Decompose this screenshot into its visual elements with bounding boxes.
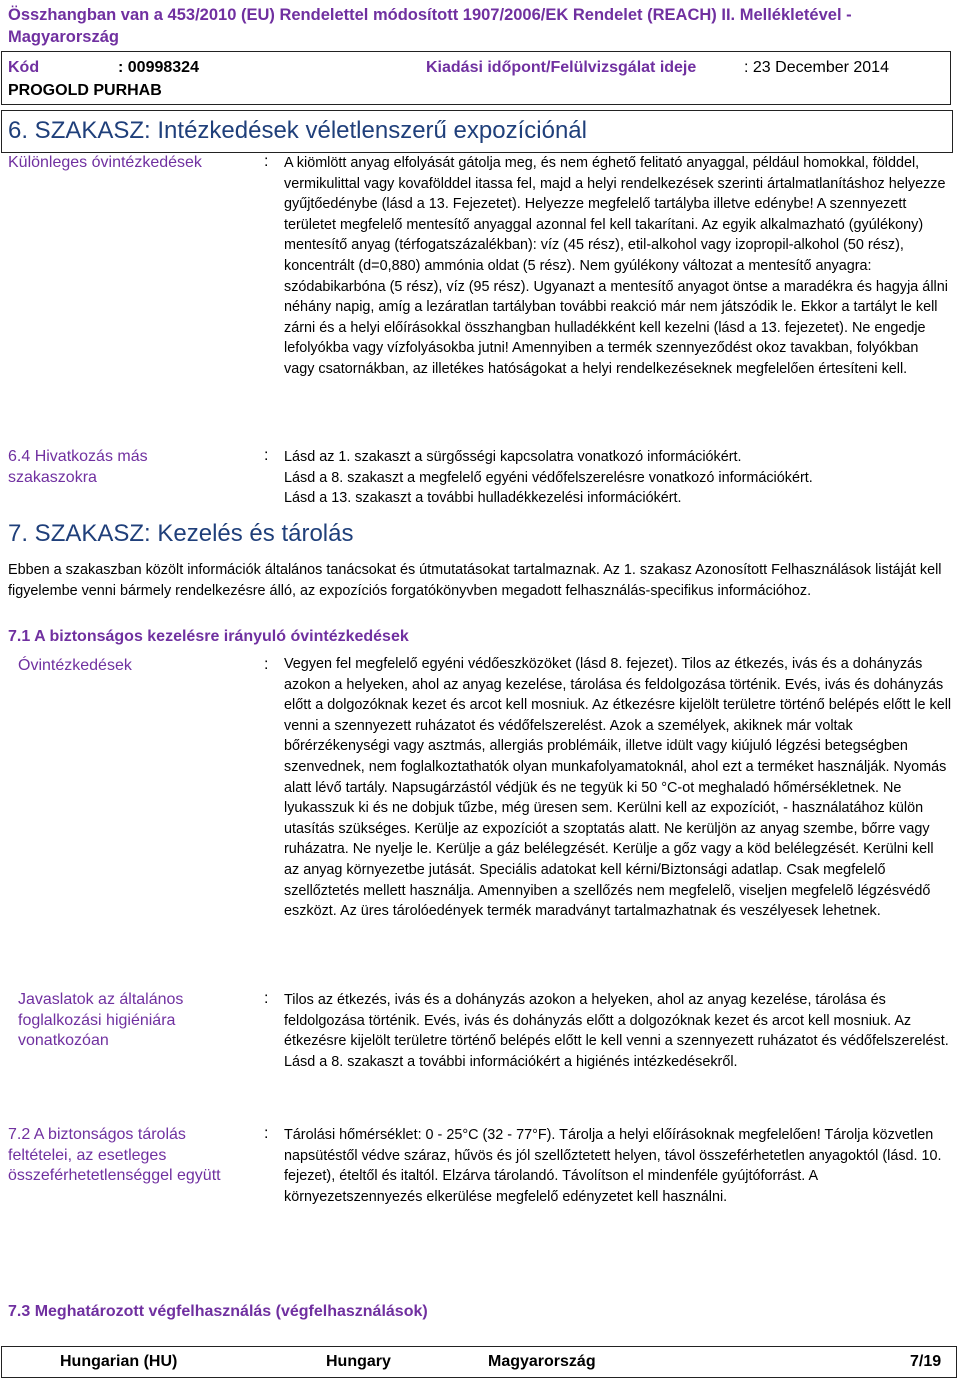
- reference-line: Lásd az 1. szakaszt a sürgősségi kapcsolatra vonatkozó információkért.: [284, 449, 742, 465]
- issue-date-value: : 23 December 2014: [744, 59, 889, 76]
- reference-line: Lásd a 8. szakaszt a megfelelő egyéni védőfelszerelésre vonatkozó információkért.: [284, 469, 813, 486]
- footer-country-local: Magyarország: [488, 1353, 596, 1370]
- subsection-7-3-title: 7.3 Meghatározott végfelhasználás (végfelhasználások): [8, 1303, 428, 1320]
- colon: :: [264, 447, 269, 464]
- document-regulation-title: Összhangban van a 453/2010 (EU) Rendelettel módosított 1907/2006/EK Rendelet (REACH) II. Mellékletével - Magyarország: [8, 6, 852, 46]
- reference-line: Lásd a 13. szakaszt a további hulladékkezelési információkért.: [284, 490, 682, 507]
- precautions-text: Vegyen fel megfelelő egyéni védőeszközöket (lásd 8. fejezet). Tilos az étkezés, ivás és a dohányzás azokon a helyeken, ahol az anyag kezelése, tárolása és feldolgozása történik. Evés, ivás és dohányzás előtt a dolgozóknak kezet és arcot kell mosniuk. Az étkezésre kijelölt területre történő belépés előtt le kell venni a szennyezett ruházatot és védőfelszerelést. Azok a személyek, akiknek már voltak bőrérzékenységi vagy asztmás, allergiás problémáik, illetve idült vagy kiújuló légzési betegségben szenvednek, nem foglalkoztathatók olyan munkafolyamatoknál, ahol ezt a terméket használják. Nyomás alatt lévő tartály. Napsugárzástól védjük és ne tegyük ki 50 °C-ot meghaladó hőmérsékletnek. Ne lyukasszuk ki és ne dobjuk tűzbe, még üresen sem. Kerülni kell az expozíciót, - használatához külön utasítás szükséges. Kerülje az expozíciót a szoptatás alatt. Ne kerüljön az anyag szembe, bőrre vagy ruházatra. Ne nyelje le. Kerülje a gáz belélegzését. Kerülje a gőz vagy a köd belélegzését. Kerülni kell az anyag környezetbe jutását. Speciális adatokat kell kérni/Biztonsági adatlap. Csak megfelelő szellőztetés mellett használja. Amennyiben a szellőzés nem megfelelõ, viseljen megfelelõ légzésvédő eszközt. Az üres tárolóedények termék maradványt tartalmazhatnak és veszélyesek lehetnek.: [284, 656, 952, 920]
- colon: :: [264, 990, 269, 1007]
- issue-date-label: Kiadási időpont/Felülvizsgálat ideje: [426, 59, 697, 76]
- code-value: : 00998324: [118, 59, 199, 76]
- subsection-7-1-title: 7.1 A biztonságos kezelésre irányuló óvintézkedések: [8, 628, 409, 645]
- colon: :: [264, 1125, 269, 1142]
- section-7-intro: Ebben a szakaszban közölt információk általános tanácsokat és útmutatásokat tartalmaznak. Az 1. szakasz Azonosított Felhasználások listáját kell figyelembe venni bármely rendelkezésre álló, az expozíciós forgatókönyvben megadott felhasználás-specifikus információhoz.: [8, 562, 942, 599]
- reference-list: [284, 447, 952, 509]
- code-label: Kód: [8, 59, 40, 76]
- footer-language: Hungarian (HU): [60, 1353, 178, 1370]
- reference-label: 6.4 Hivatkozás más szakaszokra: [8, 448, 148, 486]
- storage-label: 7.2 A biztonságos tárolás feltételei, az esetleges összeférhetetlenséggel együtt: [8, 1126, 221, 1184]
- footer-country: Hungary: [326, 1353, 391, 1370]
- hygiene-label: Javaslatok az általános foglalkozási higiéniára vonatkozóan: [18, 991, 184, 1049]
- special-precautions-text: A kiömlött anyag elfolyását gátolja meg, és nem éghető felitató anyaggal, például homokkal, földdel, vermikulittal vagy kovafölddel itassa fel, majd a helyi rendelkezések szerinti ártalmatlanításhoz helyezze gyűjtőedénybe (lásd a 13. Fejezetet). Helyezze megfelelő tartályba illetve edénybe! A szennyezett területet megfelelő mentesítő anyaggal azonnal fel kell takarítani. Az egyik alkalmazható (gyúlékony) mentesítő anyag (térfogatszázalékban): víz (45 rész), etil-alkohol vagy izopropil-alkohol (50 rész), koncentrált (d=0,880) ammónia oldat (5 rész). Nem gyúlékony változat a mentesítő anyagra: szódabikarbóna (5 rész), víz (95 rész). Ugyanazt a mentesítő anyagot öntse a maradékra és hagyja állni néhány napig, amíg a lezáratlan tartályban további reakció már nem játszódik le. Ekkor a tartályt le kell zárni és a helyi előírásokkal összhangban hulladékként kell kezelni (lásd a 13. fejezetet). Ne engedje lefolyókba vagy vízfolyásokba jutni! Amennyiben a termék szennyeződést okoz tavakban, folyókban vagy csatornákban, az illetékes hatóságokat a helyi rendelkezéseknek megfelelően értesíteni kell.: [284, 155, 948, 377]
- product-name: PROGOLD PURHAB: [8, 82, 162, 99]
- special-precautions-label: Különleges óvintézkedések: [8, 154, 202, 171]
- section-7-title: 7. SZAKASZ: Kezelés és tárolás: [8, 520, 354, 547]
- precautions-label: Óvintézkedések: [18, 657, 132, 674]
- footer-page-number: 7/19: [910, 1353, 942, 1370]
- section-6-title: 6. SZAKASZ: Intézkedések véletlenszerű expozíciónál: [1, 110, 953, 153]
- colon: :: [264, 656, 269, 673]
- colon: :: [264, 153, 269, 170]
- storage-text: Tárolási hőmérséklet: 0 - 25°C (32 - 77°F). Tárolja a helyi előírásoknak megfelelően! Tárolja közvetlen napsütéstől védve száraz, hűvös és jól szellőztetett helyen, távol összeférhetetlen anyagoktól (lásd. 10. fejezet), ételtől és italtól. Elzárva tárolandó. Távolítson el mindenféle gyújtóforrást. A környezetszennyezés elkerülése megfelelő edényzetet kell használni.: [284, 1127, 942, 1205]
- hygiene-text: Tilos az étkezés, ivás és a dohányzás azokon a helyeken, ahol az anyag kezelése, tárolása és feldolgozása történik. Evés, ivás és dohányzás előtt a dolgozóknak kezet és arcot kell mosniuk. Az étkezésre kijelölt területre történő belépés előtt le kell venni a szennyezett ruházatot és védőfelszerelést. Lásd a 8. szakaszt a további információkért a higiénés intézkedésekről.: [284, 992, 949, 1070]
